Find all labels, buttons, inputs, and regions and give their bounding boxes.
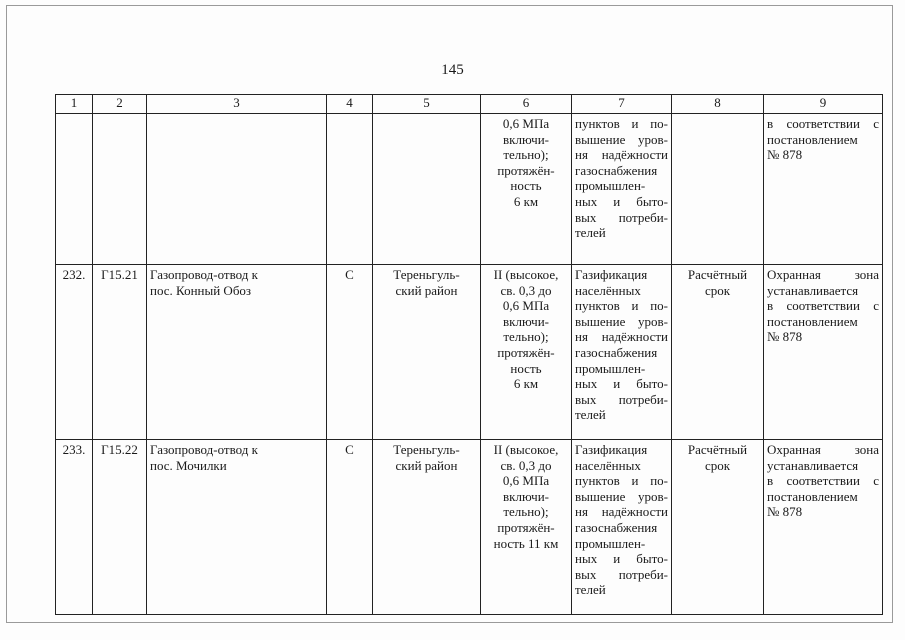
table-row [56,265,883,440]
text-line: тельно); [503,329,549,345]
column-header: 5 [373,95,481,114]
text-line: устанавливается [767,457,859,473]
text-line: ский район [395,282,458,298]
text-line: ность 11 км [493,535,559,551]
table-row [56,440,883,615]
object-code-cell [93,114,147,265]
text-line: 0,6 МПа [502,473,550,489]
column-header: 8 [672,95,764,114]
object-code-cell: Г15.21 [93,265,147,440]
characteristics-cell [481,440,572,615]
gas-pipeline-table [55,94,883,615]
text-line: протяжён- [497,162,555,178]
characteristics-cell [481,265,572,440]
page-number: 145 [441,62,464,78]
text-line: в соответствии с [767,473,879,489]
text-line: тельно); [503,147,549,163]
text-line: промышлен- [575,178,646,194]
text-line: в соответствии с [767,298,879,314]
text-line: Расчётный [687,442,748,457]
column-header: 4 [327,95,373,114]
text-line: газоснабжения [575,344,658,360]
text-line: вых потреби- [575,566,668,582]
text-line: газоснабжения [575,162,658,178]
purpose-cell [572,440,672,615]
column-header: 6 [481,95,572,114]
status-cell: С [327,265,373,440]
purpose-cell [572,265,672,440]
column-header: 2 [93,95,147,114]
text-line: пунктов и по- [575,473,668,489]
text-line: телей [575,225,606,241]
text-line: промышлен- [575,360,646,376]
row-number-cell [56,114,93,265]
text-line: ский район [395,457,458,473]
text-line: 0,6 МПа [502,116,550,131]
object-name-cell [147,265,327,440]
object-name-cell [147,440,327,615]
text-line: Охранная зона [767,267,879,282]
text-line: св. 0,3 до [500,457,552,473]
text-line: № 878 [767,504,803,520]
text-line: промышлен- [575,535,646,551]
column-header: 1 [56,95,93,114]
text-line: включи- [503,131,549,147]
text-line: вых потреби- [575,209,668,225]
text-line: ня надёжности [575,504,668,520]
column-header: 7 [572,95,672,114]
text-line: включи- [503,488,549,504]
text-line: вых потреби- [575,391,668,407]
text-line: Газопровод-отвод к [150,442,258,457]
text-line: в соответствии с [767,116,879,131]
text-line: пос. Конный Обоз [150,282,252,298]
text-line: ня надёжности [575,147,668,163]
purpose-cell [572,114,672,265]
text-line: Тереньгуль- [393,267,460,282]
text-line: пос. Мочилки [150,457,227,473]
object-name-cell [147,114,327,265]
text-line: II (высокое, [493,267,559,282]
column-header: 9 [764,95,883,114]
object-code-cell: Г15.22 [93,440,147,615]
text-line: вышение уров- [575,313,668,329]
location-cell [373,440,481,615]
term-cell [672,440,764,615]
term-cell [672,265,764,440]
text-line: населённых [575,282,641,298]
text-line: постановлением [767,131,858,147]
text-line: Расчётный [687,267,748,282]
column-header: 3 [147,95,327,114]
text-line: св. 0,3 до [500,282,552,298]
text-line: ных и быто- [575,376,668,392]
text-line: Охранная зона [767,442,879,457]
term-cell [672,114,764,265]
text-line: 0,6 МПа [502,298,550,314]
text-line: ность [510,178,542,194]
text-line: вышение уров- [575,131,668,147]
text-line: ность [510,360,542,376]
text-line: протяжён- [497,519,555,535]
characteristics-cell [481,114,572,265]
text-line: пунктов и по- [575,116,668,131]
text-line: срок [704,457,731,473]
protection-zone-cell [764,114,883,265]
text-line: Газопровод-отвод к [150,267,258,282]
text-line: № 878 [767,329,803,345]
text-line: 6 км [513,193,539,209]
text-line: ных и быто- [575,551,668,567]
text-line: № 878 [767,147,803,163]
text-line: газоснабжения [575,519,658,535]
protection-zone-cell [764,440,883,615]
row-number-cell: 233. [56,440,93,615]
text-line: Тереньгуль- [393,442,460,457]
text-line: срок [704,282,731,298]
text-line: устанавливается [767,282,859,298]
table-row [56,114,883,265]
column-number-row [56,95,883,114]
text-line: включи- [503,313,549,329]
text-line: тельно); [503,504,549,520]
text-line: пунктов и по- [575,298,668,314]
text-line: телей [575,407,606,423]
text-line: постановлением [767,488,858,504]
text-line: вышение уров- [575,488,668,504]
text-line: Газификация [575,267,648,282]
text-line: протяжён- [497,344,555,360]
location-cell [373,114,481,265]
text-line: телей [575,582,606,598]
text-line: ных и быто- [575,193,668,209]
row-number-cell: 232. [56,265,93,440]
text-line: Газификация [575,442,648,457]
text-line: постановлением [767,313,858,329]
protection-zone-cell [764,265,883,440]
text-line: II (высокое, [493,442,559,457]
status-cell [327,114,373,265]
text-line: 6 км [513,376,539,392]
location-cell [373,265,481,440]
text-line: ня надёжности [575,329,668,345]
status-cell: С [327,440,373,615]
text-line: населённых [575,457,641,473]
